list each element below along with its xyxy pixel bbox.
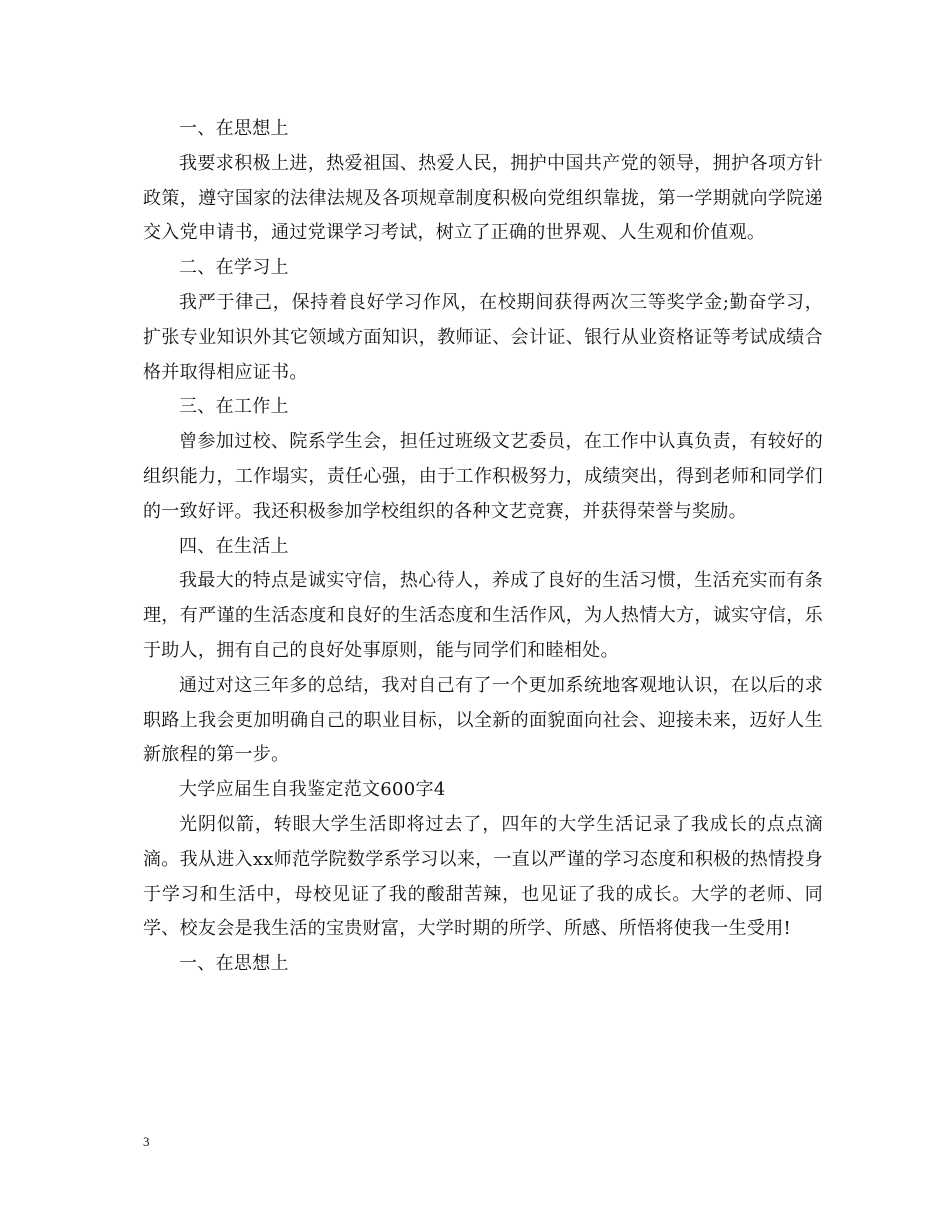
- section-title: 大学应届生自我鉴定范文600字4: [179, 779, 446, 801]
- page-number: 3: [143, 1134, 150, 1149]
- document-body: [143, 112, 823, 982]
- heading-work: 三、在工作上: [179, 396, 289, 418]
- paragraph-study: 我严于律己，保持着良好学习作风，在校期间获得两次三等奖学金;勤奋学习，扩张专业知识外其它领域方面知识，教师证、会计证、银行从业资格证等考试成绩合格并取得相应证书。: [143, 291, 823, 383]
- paragraph-thought: 我要求积极上进，热爱祖国、热爱人民，拥护中国共产党的领导，拥护各项方针政策，遵守国家的法律法规及各项规章制度积极向党组织靠拢，第一学期就向学院递交入党申请书，通过党课学习考试，树立了正确的世界观、人生观和价值观。: [143, 152, 823, 244]
- paragraph-intro: 光阴似箭，转眼大学生活即将过去了，四年的大学生活记录了我成长的点点滴滴。我从进入xx师范学院数学系学习以来，一直以严谨的学习态度和积极的热情投身于学习和生活中，母校见证了我的酸甜苦辣，也见证了我的成长。大学的老师、同学、校友会是我生活的宝贵财富，大学时期的所学、所感、所悟将使我一生受用!: [143, 813, 823, 940]
- heading-thought: 一、在思想上: [179, 118, 289, 139]
- paragraph-work: 曾参加过校、院系学生会，担任过班级文艺委员，在工作中认真负责，有较好的组织能力，工作塌实，责任心强，由于工作积极努力，成绩突出，得到老师和同学们的一致好评。我还积极参加学校组织的各种文艺竞赛，并获得荣誉与奖励。: [143, 431, 823, 522]
- paragraph-summary: 通过对这三年多的总结，我对自己有了一个更加系统地客观地认识，在以后的求职路上我会更加明确自己的职业目标，以全新的面貌面向社会、迎接未来，迈好人生新旅程的第一步。: [143, 674, 823, 766]
- heading-life: 四、在生活上: [179, 535, 289, 557]
- heading-thought-2: 一、在思想上: [179, 953, 289, 975]
- paragraph-life: 我最大的特点是诚实守信，热心待人，养成了良好的生活习惯，生活充实而有条理，有严谨的生活态度和良好的生活态度和生活作风，为人热情大方，诚实守信，乐于助人，拥有自己的良好处事原则，能与同学们和睦相处。: [143, 570, 823, 661]
- heading-study: 二、在学习上: [179, 257, 289, 279]
